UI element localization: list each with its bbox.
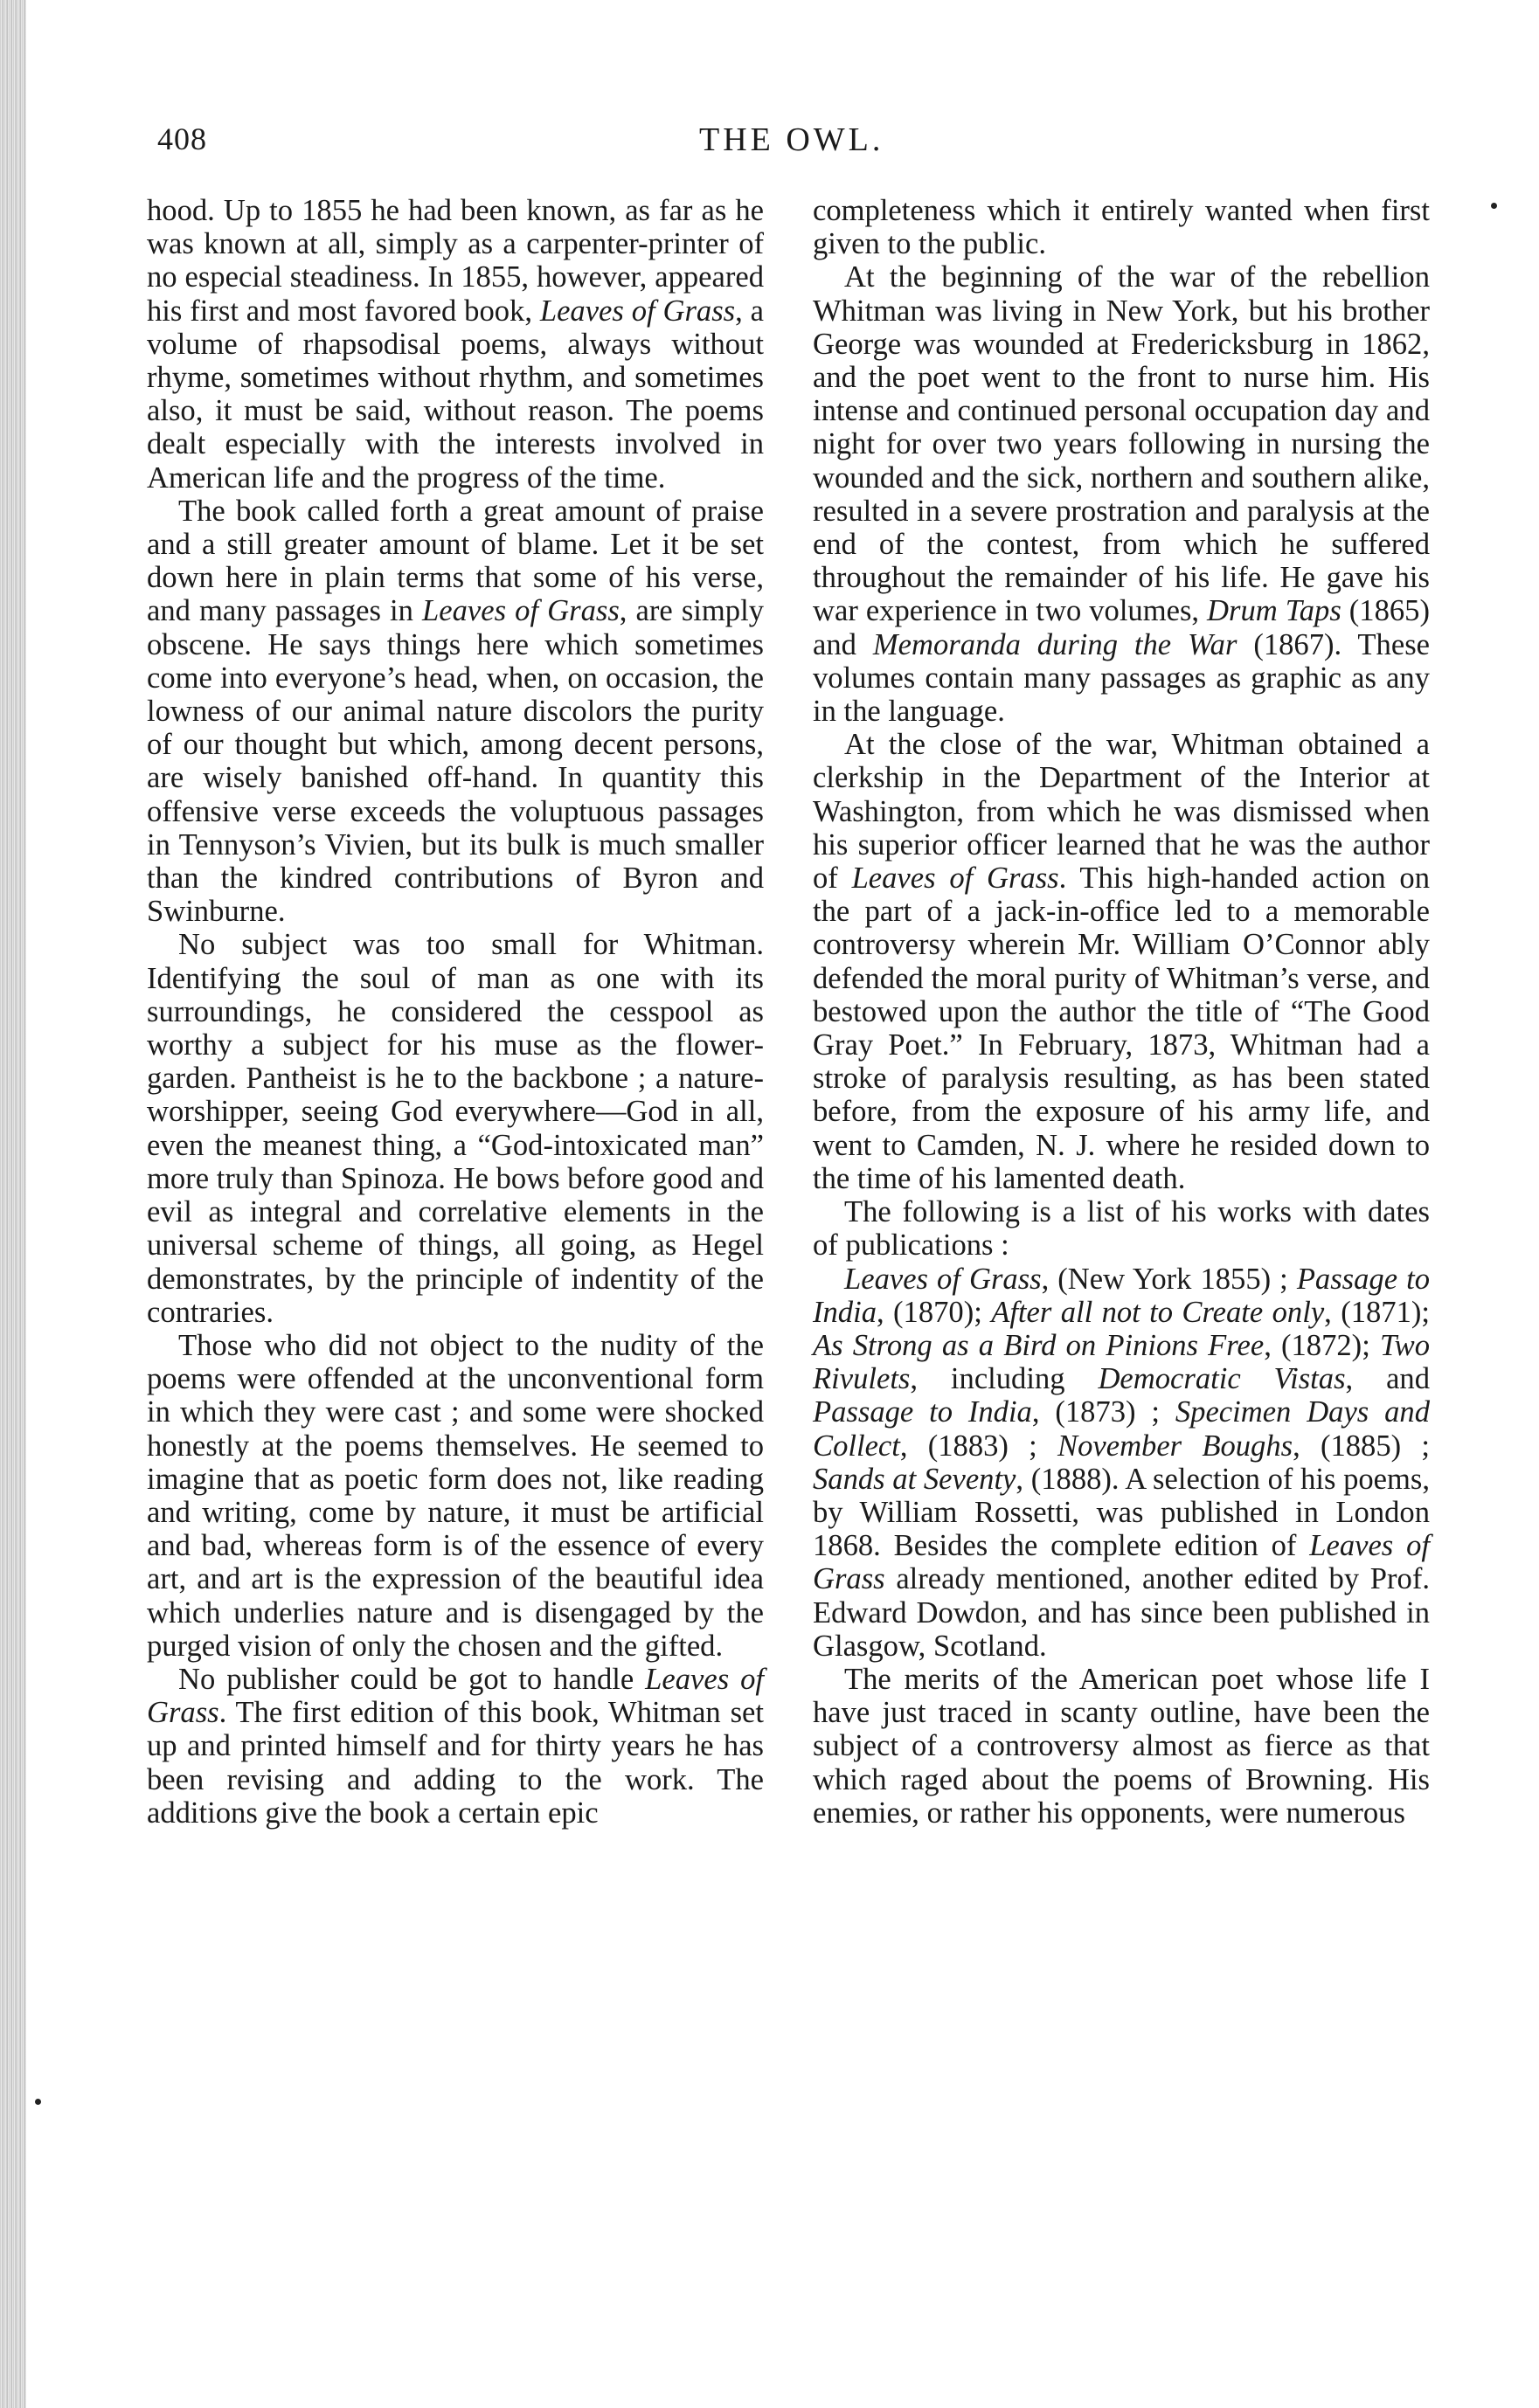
left-column	[147, 194, 764, 1830]
right-column	[813, 194, 1430, 1830]
paragraph: Leaves of Grass, (New York 1855) ; Passage to India, (1870); After all not to Create only, (1871); As Strong as a Bird on Pinions Free, (1872); Two Rivulets, including Democratic Vistas, and Passage to India, (1873) ; Specimen Days and Collect, (1883) ; November Boughs, (1885) ; Sands at Seventy, (1888). A selection of his poems, by William Rossetti, was published in London 1868. Besides the complete edition of Leaves of Grass already mentioned, another edited by Prof. Edward Dowdon, and has since been published in Glasgow, Scotland.	[813, 1262, 1431, 1663]
ink-speck	[1491, 203, 1497, 209]
paragraph: The book called forth a great amount of praise and a still greater amount of blame. Let it be set down here in plain terms that some of his verse, and many passages in Leaves of Grass, are simply obscene. He says things here which sometimes come into everyone’s head, when, on occasion, the lowness of our animal nature discolors the purity of our thought but which, among decent persons, are wisely banished off-hand. In quantity this offensive verse exceeds the voluptuous passages in Tennyson’s Vivien, but its bulk is much smaller than the kindred contributions of Byron and Swinburne.	[147, 494, 764, 929]
page-edge-shadow	[0, 0, 26, 2408]
ink-speck	[35, 2099, 41, 2105]
paragraph: No subject was too small for Whitman. Identifying the soul of man as one with its surroundings, he considered the cesspool as worthy a subject for his muse as the flower-garden. Pantheist is he to the backbone ; a nature-worshipper, seeing God everywhere—God in all, even the meanest thing, a “God-intoxicated man” more truly than Spinoza. He bows before good and evil as integral and correlative elements in the universal scheme of things, all going, as Hegel demonstrates, by the principle of indentity of the contraries.	[147, 928, 764, 1329]
running-header	[0, 121, 1539, 173]
paragraph: At the beginning of the war of the rebellion Whitman was living in New York, but his brother George was wounded at Fredericksburg in 1862, and the poet went to the front to nurse him. His intense and continued personal occupation day and night for over two years following in nursing the wounded and the sick, northern and southern alike, resulted in a severe prostration and paralysis at the end of the contest, from which he suffered throughout the remainder of his life. He gave his war experience in two volumes, Drum Taps (1865) and Memoranda during the War (1867). These volumes contain many passages as graphic as any in the language.	[813, 260, 1430, 729]
paragraph: No publisher could be got to handle Leaves of Grass. The first edition of this book, Whitman set up and printed himself and for thirty years he has been revising and adding to the work. The additions give the book a certain epic	[147, 1662, 764, 1830]
paragraph: Those who did not object to the nudity of the poems were offended at the unconventional form in which they were cast ; and some were shocked honestly at the poems themselves. He seemed to imagine that as poetic form does not, like reading and writing, come by nature, it must be artificial and bad, whereas form is of the essence of every art, and art is the expression of the beautiful idea which underlies nature and is disengaged by the purged vision of only the chosen and the gifted.	[147, 1328, 764, 1663]
paragraph: The merits of the American poet whose life I have just traced in scanty outline, have been the subject of a controversy almost as fierce as that which raged about the poems of Browning. His enemies, or rather his opponents, were numerous	[813, 1662, 1430, 1830]
paragraph: hood. Up to 1855 he had been known, as far as he was known at all, simply as a carpenter-printer of no especial steadiness. In 1855, however, appeared his first and most favored book, Leaves of Grass, a volume of rhapsodisal poems, always without rhyme, sometimes without rhythm, and sometimes also, it must be said, without reason. The poems dealt especially with the interests involved in American life and the progress of the time.	[147, 194, 764, 495]
page-number: 408	[157, 121, 207, 156]
paragraph: At the close of the war, Whitman obtained a clerkship in the Department of the Interior at Washington, from which he was dismissed when his superior officer learned that he was the author of Leaves of Grass. This high-handed action on the part of a jack-in-office led to a memorable controversy wherein Mr. William O’Connor ably defended the moral purity of Whitman’s verse, and bestowed upon the author the title of “The Good Gray Poet.” In February, 1873, Whitman had a stroke of paralysis resulting, as has been stated before, from the exposure of his army life, and went to Camden, N. J. where he resided down to the time of his lamented death.	[813, 728, 1430, 1195]
running-title: THE OWL.	[699, 121, 884, 158]
paragraph: completeness which it entirely wanted when first given to the public.	[813, 194, 1430, 261]
paragraph: The following is a list of his works with dates of publications :	[813, 1195, 1430, 1263]
